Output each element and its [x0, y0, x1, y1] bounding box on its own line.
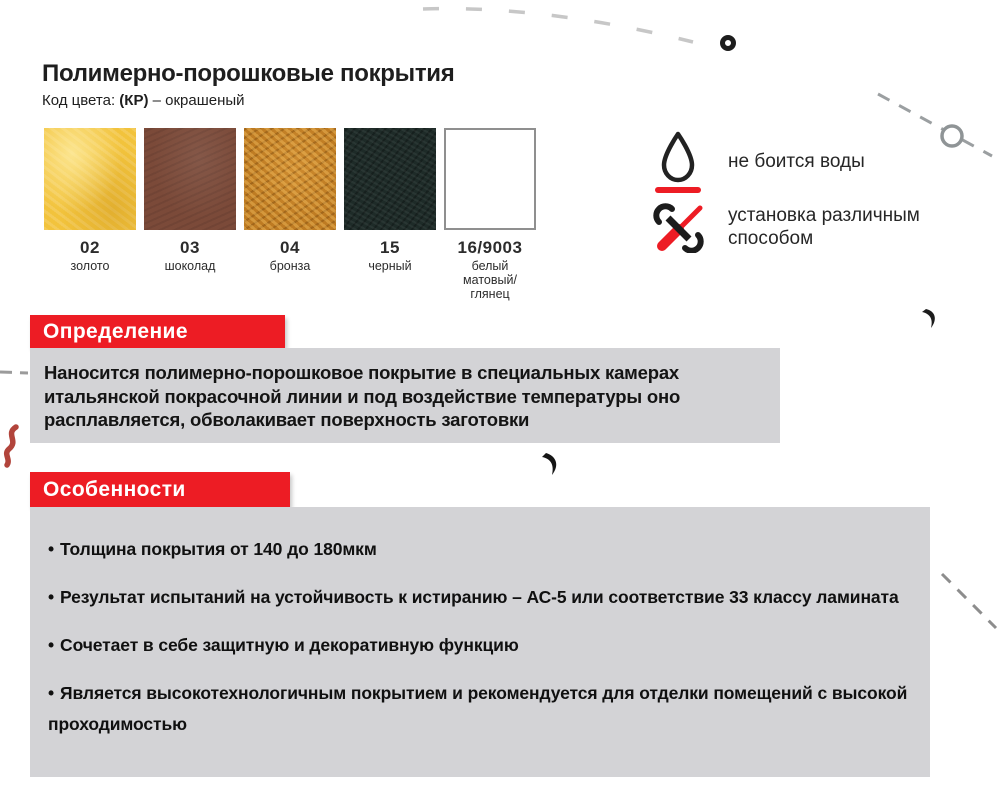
- color-swatches: [44, 128, 536, 301]
- benefit-water: [650, 130, 963, 193]
- benefit-installation: [650, 201, 963, 253]
- swatch-name: бронза: [269, 259, 311, 273]
- dashed-arc-top: [415, 0, 710, 52]
- features-panel: [30, 507, 930, 777]
- swatch-bronze-chip: [244, 128, 336, 230]
- benefit-label: не боится воды: [728, 151, 865, 172]
- header: [42, 60, 454, 109]
- bullet-dot: •: [48, 587, 55, 607]
- red-squiggle: [0, 423, 28, 469]
- comma-shape-right: [921, 308, 941, 330]
- swatch-bronze: [244, 128, 336, 301]
- subtitle-prefix: Код цвета:: [42, 92, 120, 109]
- features-heading: Особенности: [30, 472, 290, 507]
- swatch-gold: [44, 128, 136, 301]
- definition-heading: Определение: [30, 315, 285, 348]
- bullet-dot: •: [48, 539, 55, 559]
- swatch-chocolate-chip: [144, 128, 236, 230]
- bullet-dot: •: [48, 635, 55, 655]
- red-underline: [655, 187, 701, 193]
- swatch-code: 15: [380, 238, 400, 257]
- dashed-line-bottom-right: [936, 568, 1000, 632]
- swatch-code: 04: [280, 238, 300, 257]
- subtitle-code: (КР): [119, 92, 149, 109]
- features-list: [48, 534, 912, 740]
- dashed-line-left: [0, 365, 28, 379]
- swatch-gold-chip: [44, 128, 136, 230]
- donut-dot-icon: [720, 35, 736, 51]
- bullet-dot: •: [48, 683, 55, 703]
- feature-item: • Толщина покрытия от 140 до 180мкм: [48, 539, 377, 559]
- tools-icon: [651, 201, 705, 253]
- swatch-name: белый матовый/глянец: [463, 259, 517, 301]
- swatch-black-chip: [344, 128, 436, 230]
- color-code-subtitle: [42, 92, 454, 109]
- swatch-black: [344, 128, 436, 301]
- benefits-list: [650, 130, 963, 261]
- benefit-label: установка различным способом: [728, 205, 920, 249]
- comma-shape-center: [540, 452, 562, 477]
- swatch-chocolate: [144, 128, 236, 301]
- feature-item: • Является высокотехнологичным покрытием и рекомендуется для отделки помещений с высокой проходимостью: [48, 683, 908, 734]
- swatch-name: золото: [70, 259, 110, 273]
- swatch-code: 02: [80, 238, 100, 257]
- subtitle-suffix: – окрашеный: [148, 92, 245, 109]
- page-title: Полимерно-порошковые покрытия: [42, 60, 455, 87]
- definition-body: Наносится полимерно-порошковое покрытие в специальных камерах итальянской покрасочной линии и под воздействие температуры оно расплавляется, обволакивает поверхность заготовки: [44, 362, 681, 430]
- feature-item: • Сочетает в себе защитную и декоративную функцию: [48, 635, 519, 655]
- water-drop-icon: [656, 130, 700, 184]
- definition-panel: [30, 348, 780, 443]
- swatch-name: черный: [368, 259, 412, 273]
- swatch-white: [444, 128, 536, 301]
- feature-item: • Результат испытаний на устойчивость к истиранию – АС-5 или соответствие 33 классу ламината: [48, 587, 899, 607]
- swatch-white-chip: [444, 128, 536, 230]
- swatch-name: шоколад: [164, 259, 216, 273]
- swatch-code: 16/9003: [457, 238, 523, 257]
- swatch-code: 03: [180, 238, 200, 257]
